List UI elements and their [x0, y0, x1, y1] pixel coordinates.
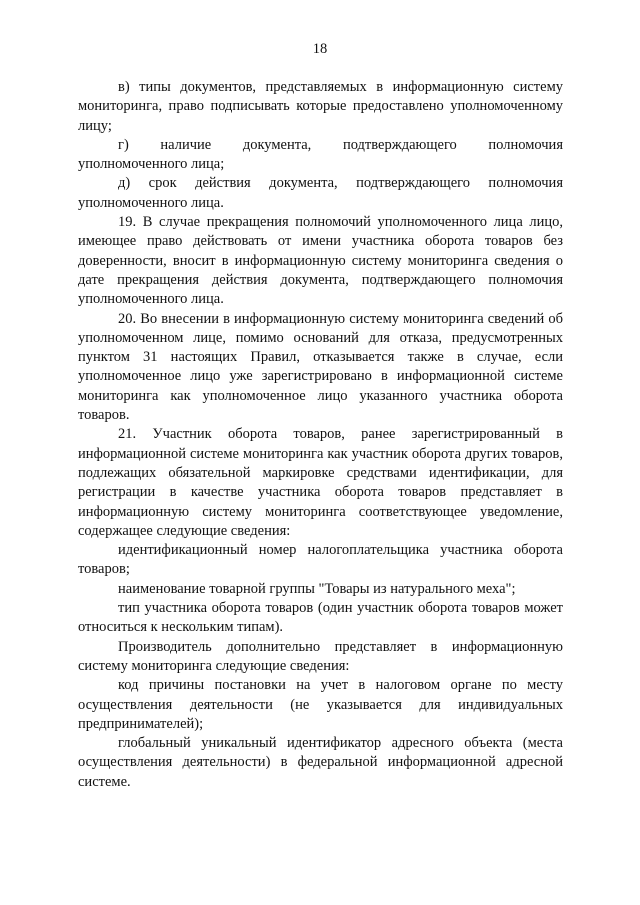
- paragraph-product-group: наименование товарной группы "Товары из натурального меха";: [118, 580, 516, 597]
- paragraph-item-g: г) наличие документа, подтверждающего полномочия уполномоченного лица;: [78, 136, 563, 173]
- paragraph-clause-20: 20. Во внесении в информационную систему мониторинга сведений об уполномоченном лице, помимо оснований для отказа, предусмотренных пунктом 31 настоящих Правил, отказывается также в случае, если уполномоченное лицо уже зарегистрировано в информационной системе мониторинга как уполномоченное лицо указанного участника оборота товаров.: [78, 310, 563, 424]
- paragraph-clause-21: 21. Участник оборота товаров, ранее зарегистрированный в информационной системе мониторинга как участник оборота других товаров, подлежащих обязательной маркировке средствами идентификации, для регистрации в качестве участника оборота товаров представляет в информационную систему мониторинга соответствующее уведомление, содержащее следующие сведения:: [78, 426, 563, 539]
- page-number: 18: [312, 41, 328, 57]
- paragraph-producer-info: Производитель дополнительно представляет в информационную систему мониторинга следующие сведения:: [78, 638, 563, 674]
- paragraph-participant-type: тип участника оборота товаров (один участник оборота товаров может относиться к нескольким типам).: [78, 600, 563, 636]
- paragraph-fias-guid: глобальный уникальный идентификатор адресного объекта (места осуществления деятельности) в федеральной информационной адресной системе.: [78, 735, 563, 790]
- paragraph-clause-19: 19. В случае прекращения полномочий уполномоченного лица лицо, имеющее право действовать от имени участника оборота товаров без доверенности, вносит в информационную систему мониторинга сведения о дате прекращения действия документа, подтверждающего полномочия уполномоченного лица.: [78, 214, 563, 308]
- paragraph-kpp: код причины постановки на учет в налоговом органе по месту осуществления деятельности (не указывается для индивидуальных предпринимателей);: [78, 677, 563, 732]
- paragraph-inn: идентификационный номер налогоплательщика участника оборота товаров;: [78, 542, 563, 578]
- document-body: [78, 78, 563, 792]
- paragraph-item-v: в) типы документов, представляемых в информационную систему мониторинга, право подписывать которые предоставлено уполномоченному лицу;: [78, 79, 563, 134]
- paragraph-item-d: д) срок действия документа, подтверждающего полномочия уполномоченного лица.: [78, 175, 563, 211]
